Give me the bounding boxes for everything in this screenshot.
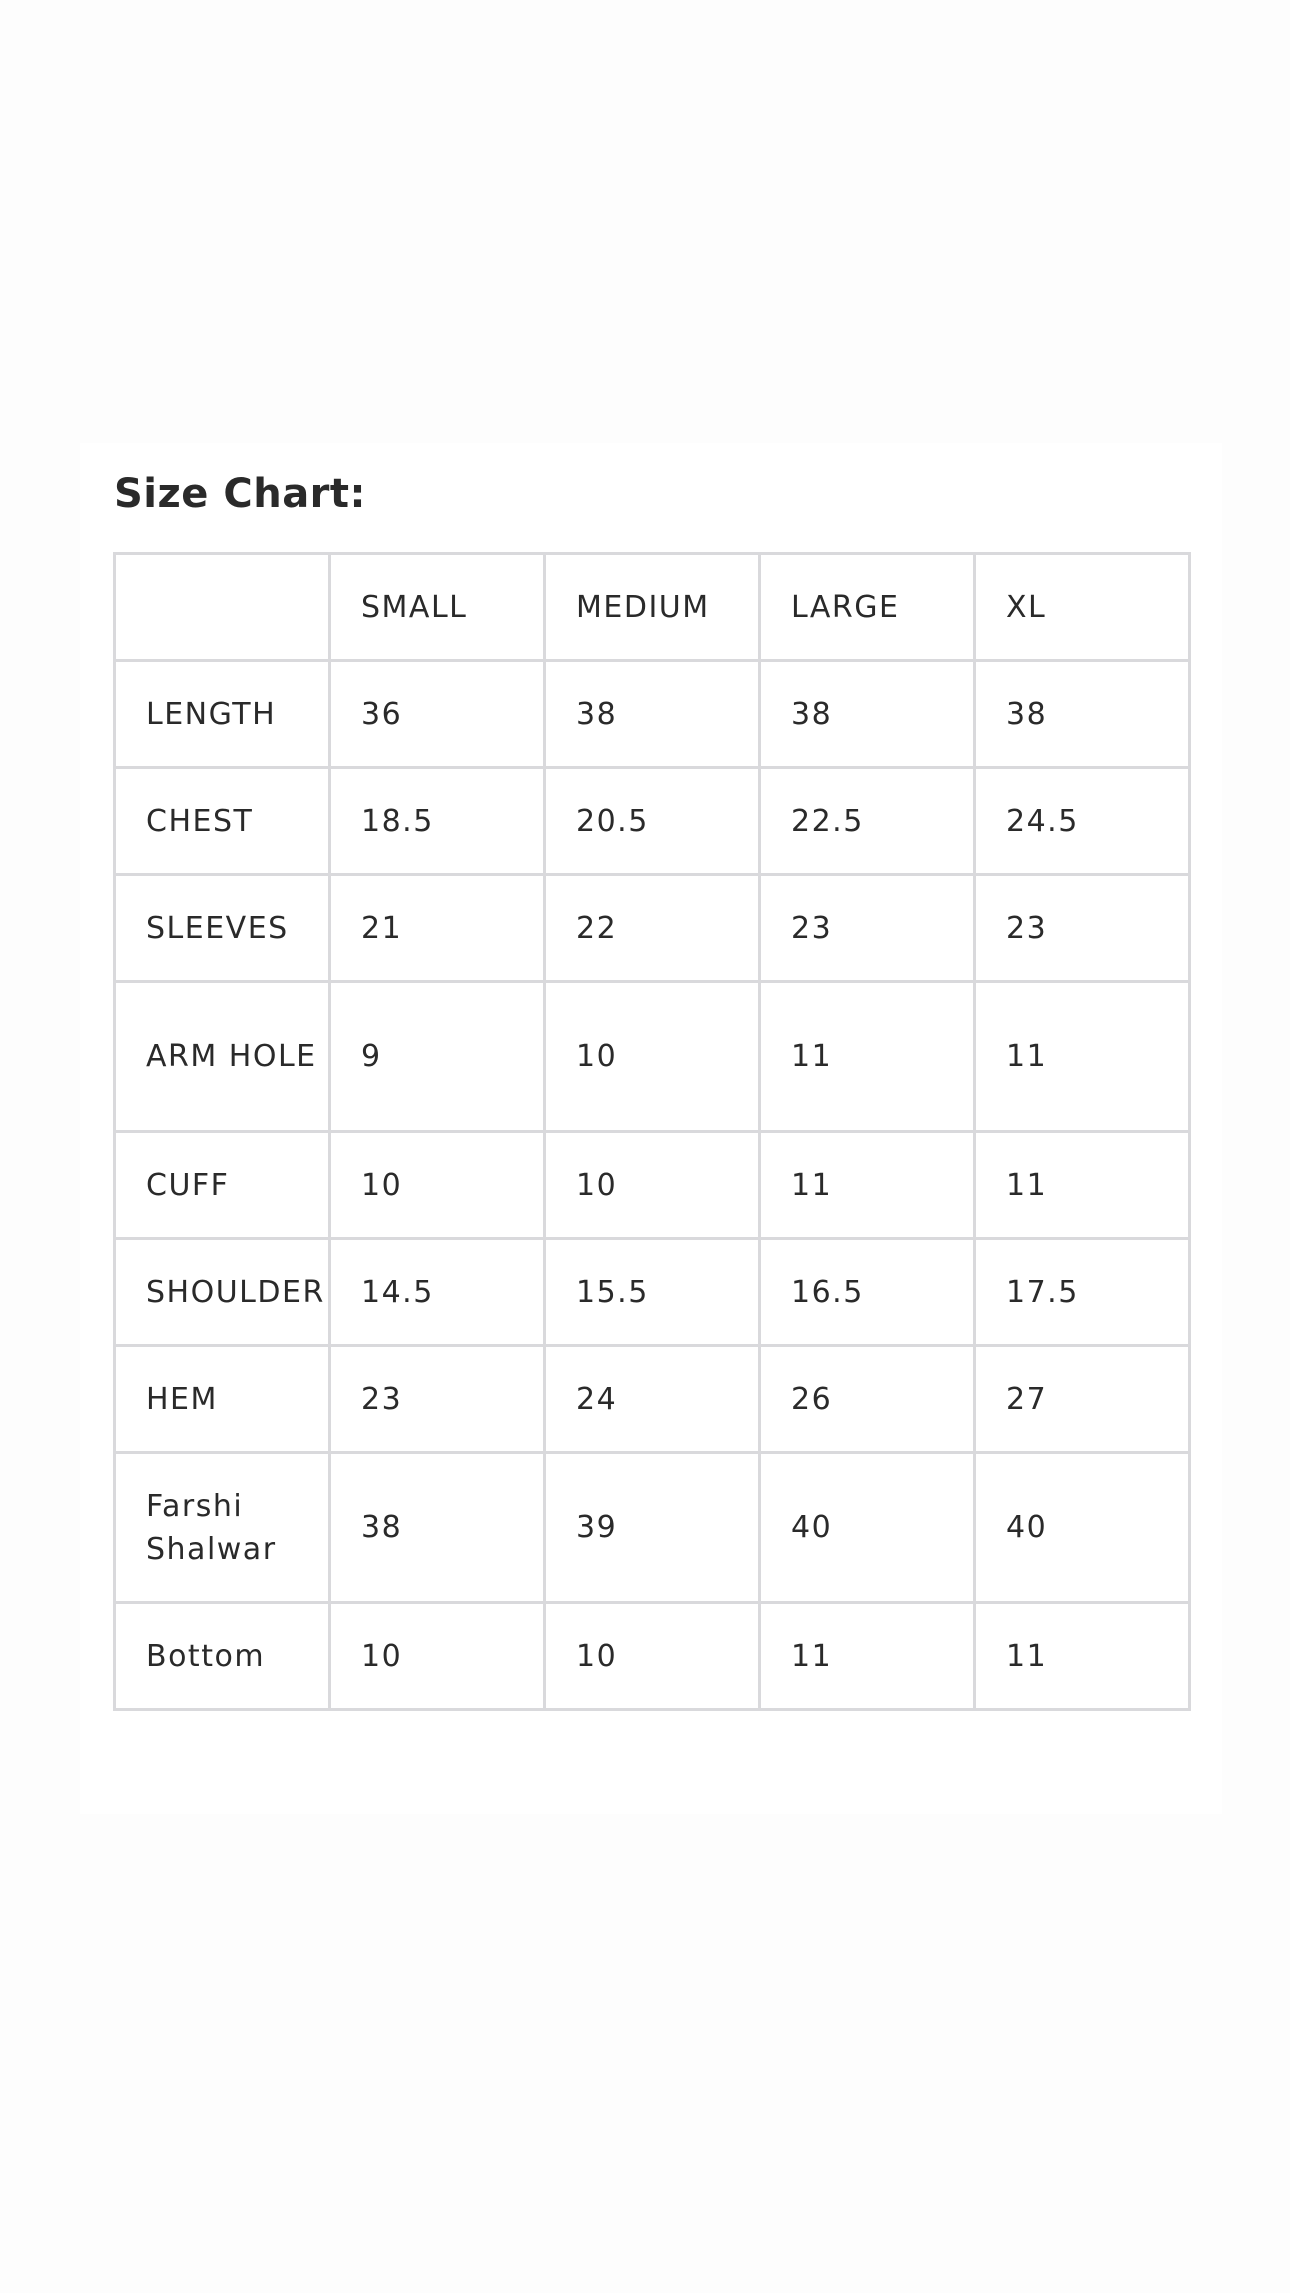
table-row — [115, 768, 1190, 875]
table-cell: 17.5 — [975, 1239, 1190, 1346]
row-label: CHEST — [115, 768, 330, 875]
table-cell: 38 — [760, 661, 975, 768]
table-cell: 11 — [975, 1603, 1190, 1710]
table-header-row — [115, 554, 1190, 661]
table-cell: 22 — [545, 875, 760, 982]
table-cell: 14.5 — [330, 1239, 545, 1346]
header-cell-large: LARGE — [760, 554, 975, 661]
size-chart-table — [113, 552, 1191, 1711]
table-cell: 11 — [975, 982, 1190, 1132]
table-cell: 11 — [760, 1132, 975, 1239]
table-cell: 38 — [545, 661, 760, 768]
header-cell-empty — [115, 554, 330, 661]
row-label: CUFF — [115, 1132, 330, 1239]
row-label: ARM HOLE — [115, 982, 330, 1132]
table-cell: 11 — [760, 982, 975, 1132]
table-cell: 40 — [975, 1453, 1190, 1603]
table-cell: 39 — [545, 1453, 760, 1603]
table-cell: 11 — [760, 1603, 975, 1710]
table-cell: 24 — [545, 1346, 760, 1453]
table-cell: 20.5 — [545, 768, 760, 875]
header-cell-small: SMALL — [330, 554, 545, 661]
table-cell: 27 — [975, 1346, 1190, 1453]
table-row — [115, 1132, 1190, 1239]
header-cell-xl: XL — [975, 554, 1190, 661]
table-cell: 10 — [545, 1132, 760, 1239]
table-cell: 15.5 — [545, 1239, 760, 1346]
row-label: Farshi Shalwar — [115, 1453, 330, 1603]
size-chart-title: Size Chart: — [114, 471, 367, 517]
table-row — [115, 661, 1190, 768]
row-label: SLEEVES — [115, 875, 330, 982]
row-label: HEM — [115, 1346, 330, 1453]
table-row — [115, 1603, 1190, 1710]
table-row — [115, 1239, 1190, 1346]
table-cell: 18.5 — [330, 768, 545, 875]
table-cell: 38 — [330, 1453, 545, 1603]
table-cell: 10 — [545, 1603, 760, 1710]
table-row — [115, 1453, 1190, 1603]
table-cell: 10 — [330, 1132, 545, 1239]
table-row — [115, 982, 1190, 1132]
row-label: SHOULDER — [115, 1239, 330, 1346]
header-cell-medium: MEDIUM — [545, 554, 760, 661]
table-cell: 11 — [975, 1132, 1190, 1239]
table-cell: 10 — [545, 982, 760, 1132]
table-cell: 38 — [975, 661, 1190, 768]
table-cell: 36 — [330, 661, 545, 768]
table-cell: 23 — [760, 875, 975, 982]
table-cell: 22.5 — [760, 768, 975, 875]
table-cell: 21 — [330, 875, 545, 982]
table-cell: 24.5 — [975, 768, 1190, 875]
table-cell: 9 — [330, 982, 545, 1132]
table-cell: 23 — [975, 875, 1190, 982]
table-cell: 10 — [330, 1603, 545, 1710]
row-label: Bottom — [115, 1603, 330, 1710]
table-cell: 16.5 — [760, 1239, 975, 1346]
table-cell: 40 — [760, 1453, 975, 1603]
table-row — [115, 875, 1190, 982]
table-row — [115, 1346, 1190, 1453]
table-cell: 26 — [760, 1346, 975, 1453]
table-cell: 23 — [330, 1346, 545, 1453]
row-label: LENGTH — [115, 661, 330, 768]
